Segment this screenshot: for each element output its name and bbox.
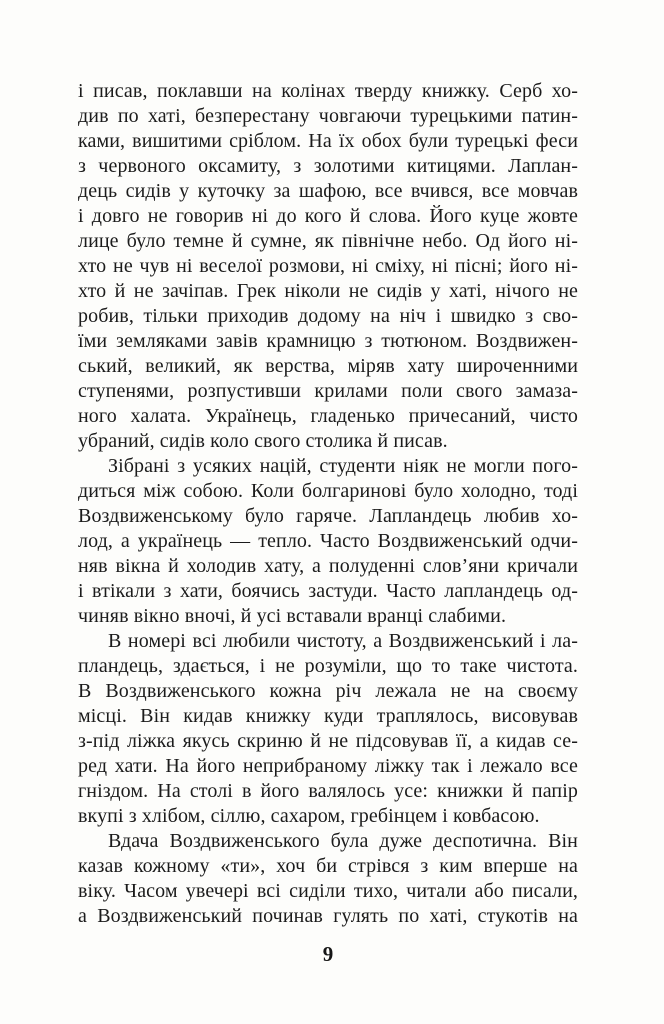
paragraph: [78, 79, 578, 454]
text-line: казав кожному «ти», хоч би стрівся з ким вперше на: [78, 855, 578, 877]
text-line: дець сидів у куточку за шафою, все вчився, все мовчав: [78, 180, 578, 202]
text-line: Воздвиженському було гаряче. Лапландець любив хо-: [78, 505, 578, 527]
text-line: Вдача Воздвиженського була дуже деспотична. Він: [108, 830, 578, 852]
text-line: В номері всі любили чистоту, а Воздвиженський і ла-: [108, 630, 578, 652]
text-line: диться між собою. Коли болгаринові було холодно, тоді: [78, 480, 578, 502]
text-line: ками, вишитими сріблом. На їх обох були турецькі феси: [78, 130, 578, 152]
text-line: ступенями, розпустивши крилами поли свого замаза-: [78, 380, 578, 402]
text-line: Зібрані з усяких націй, студенти ніяк не могли пого-: [108, 455, 578, 477]
text-line: В Воздвиженського кожна річ лежала не на своєму: [78, 680, 578, 702]
paragraph: [78, 829, 578, 929]
text-line: ного халата. Українець, гладенько причесаний, чисто: [78, 405, 578, 427]
text-line: і втікали з хати, боячись застуди. Часто лапландець од-: [78, 580, 578, 602]
text-line: лод, а українець — тепло. Часто Воздвиженський одчи-: [78, 530, 578, 552]
paragraph: [78, 629, 578, 829]
text-line: ред хати. На його неприбраному ліжку так і лежало все: [78, 755, 578, 777]
paragraph: [78, 454, 578, 629]
text-line: їми земляками завів крамницю з тютюном. Воздвижен-: [78, 330, 578, 352]
text-line: няв вікна й холодив хату, а полуденні слов’яни кричали: [78, 555, 578, 577]
text-line: хто не чув ні веселої розмови, ні сміху, ні пісні; його ні-: [78, 255, 578, 277]
text-line: лице було темне й сумне, як північне небо. Од його ні-: [78, 230, 578, 252]
text-line: з-під ліжка якусь скриню й не підсовував її, а кидав се-: [78, 730, 578, 752]
page-number: 9: [322, 942, 334, 966]
text-line: і писав, поклавши на колінах тверду книжку. Серб хо-: [78, 80, 578, 102]
text-line: і довго не говорив ні до кого й слова. Його куце жовте: [78, 205, 578, 227]
text-line: убраний, сидів коло свого столика й писав.: [78, 430, 448, 452]
text-line: місці. Він кидав книжку куди траплялось, висовував: [78, 705, 578, 727]
text-line: віку. Часом увечері всі сиділи тихо, читали або писали,: [78, 880, 578, 902]
text-line: з червоного оксамиту, з золотими китицями. Лаплан-: [78, 155, 578, 177]
page-text: [78, 79, 578, 929]
text-line: гніздом. На столі в його валялось усе: книжки й папір: [78, 780, 578, 802]
text-line: ський, великий, як верства, міряв хату широченними: [78, 355, 578, 377]
text-line: пландець, здається, і не розуміли, що то таке чистота.: [78, 655, 578, 677]
text-line: а Воздвиженський починав гулять по хаті, стукотів на: [78, 905, 578, 927]
text-line: вкупі з хлібом, сіллю, сахаром, гребінцем і ковбасою.: [78, 805, 540, 827]
text-line: робив, тільки приходив додому на ніч і швидко з сво-: [78, 305, 578, 327]
text-line: хто й не зачіпав. Грек ніколи не сидів у хаті, нічого не: [78, 280, 578, 302]
text-line: чиняв вікно вночі, й усі вставали вранці слабими.: [78, 605, 507, 627]
text-line: див по хаті, безперестану човгаючи турецькими патин-: [78, 105, 578, 127]
